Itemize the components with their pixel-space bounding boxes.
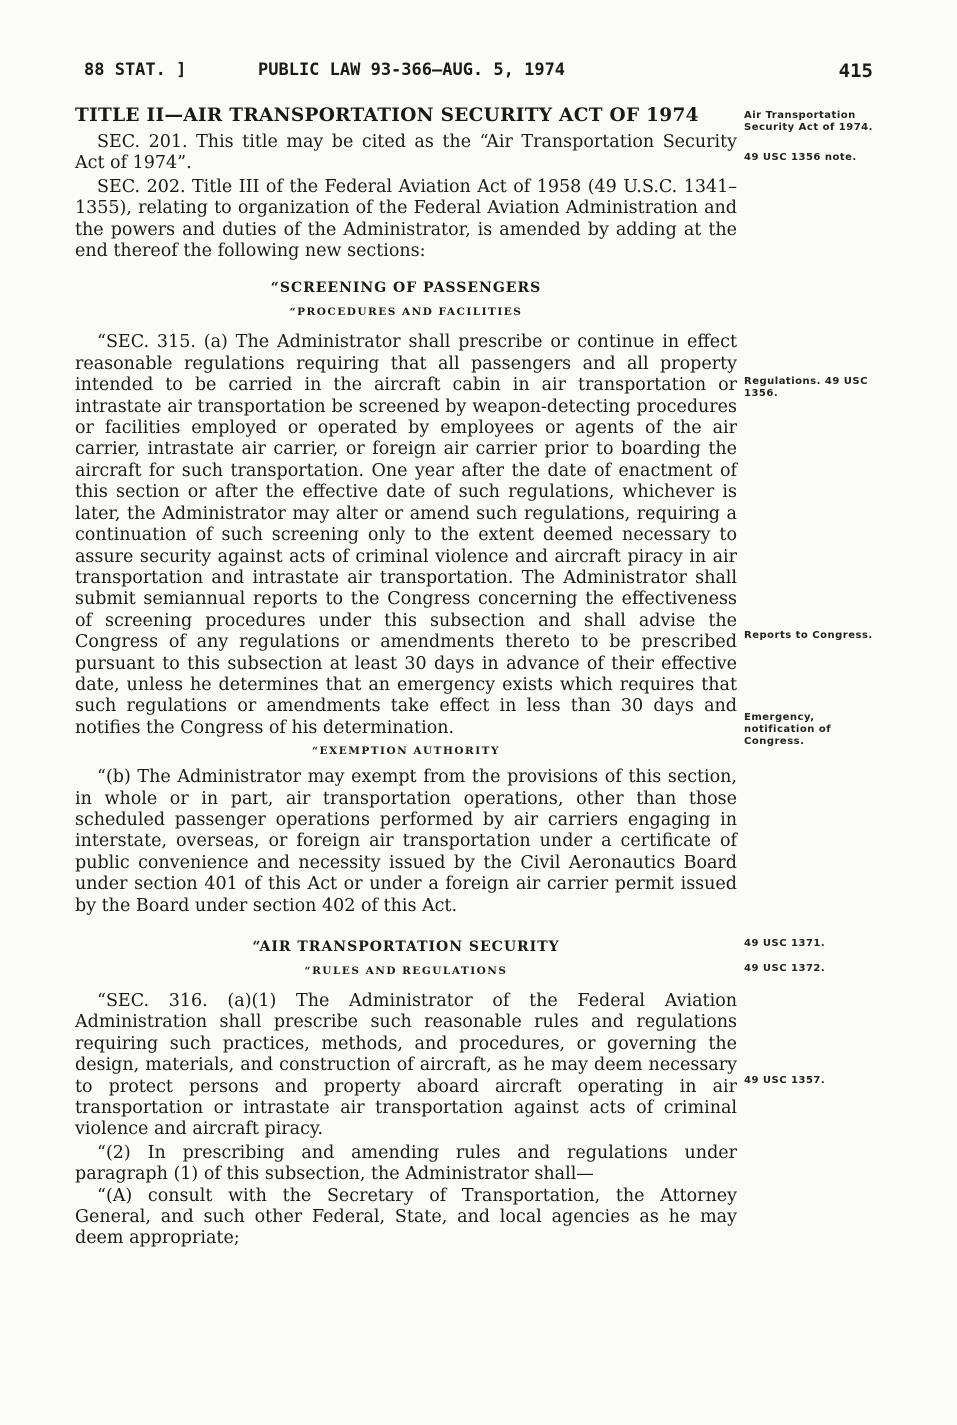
section-316-a2-A: “(A) consult with the Secretary of Transportation, the Attorney General, and such other Federal, State, and local agencies as he may deem appropriate;: [75, 1185, 737, 1249]
sidenote-usc-1357: 49 USC 1357.: [744, 1075, 826, 1086]
heading-exemption: “EXEMPTION AUTHORITY: [312, 745, 500, 758]
law-title: PUBLIC LAW 93-366–AUG. 5, 1974: [258, 60, 566, 80]
sidenote-usc-1372: 49 USC 1372.: [744, 963, 826, 974]
title-heading: TITLE II—AIR TRANSPORTATION SECURITY ACT OF 1974: [75, 105, 699, 126]
section-315-a: “SEC. 315. (a) The Administrator shall prescribe or continue in effect reasonable regulations requiring that all passengers and all property intended to be carried in the aircraft cabin in air transportation or intrastate air transportation be screened by weapon-detecting procedures or facilities employed or operated by employees or agents of the air carrier, intrastate air carrier, or foreign air carrier prior to boarding the aircraft for such transportation. One year after the date of enactment of this section or after the effective date of such regulations, whichever is later, the Administrator may alter or amend such regulations, requiring a continuation of such screening only to the extent deemed necessary to assure security against acts of criminal violence and aircraft piracy in air transportation and intrastate air transportation. The Administrator shall submit semiannual reports to the Congress concerning the effectiveness of screening procedures under this subsection and shall advise the Congress of any regulations or amendments thereto to be prescribed pursuant to this subsection at least 30 days in advance of their effective date, unless he determines that an emergency exists which requires that such regulations or amendments take effect in less than 30 days and notifies the Congress of his determination.: [75, 332, 737, 738]
page-header: [84, 60, 873, 90]
section-315-b: “(b) The Administrator may exempt from the provisions of this section, in whole or in part, air transportation operations, other than those scheduled passenger operations performed by air carriers engaging in interstate, overseas, or foreign air transportation under a certificate of public convenience and necessity issued by the Civil Aeronautics Board under section 401 of this Act or under a foreign air carrier permit issued by the Board under section 402 of this Act.: [75, 767, 737, 916]
heading-security: “AIR TRANSPORTATION SECURITY: [252, 939, 560, 955]
heading-procedures: “PROCEDURES AND FACILITIES: [289, 306, 523, 319]
sidenote-usc-1356-note: 49 USC 1356 note.: [744, 152, 857, 163]
heading-rules: “RULES AND REGULATIONS: [304, 965, 508, 977]
stat-reference: 88 STAT. ]: [84, 60, 187, 80]
sidenote-reports: Reports to Congress.: [744, 630, 873, 641]
section-202: SEC. 202. Title III of the Federal Aviation Act of 1958 (49 U.S.C. 1341–1355), relating to organization of the Federal Aviation Administration and the powers and duties of the Administrator, is amended by adding at the end thereof the following new sections:: [75, 176, 737, 262]
sidenote-emergency: Emergency, notification of Congress.: [744, 712, 832, 747]
sidenote-usc-1371: 49 USC 1371.: [744, 938, 826, 949]
section-201: SEC. 201. This title may be cited as the “Air Transportation Security Act of 1974”.: [75, 132, 737, 174]
sidenote-regulations: Regulations. 49 USC 1356.: [744, 376, 868, 399]
heading-screening: “SCREENING OF PASSENGERS: [270, 280, 542, 297]
section-316-a2: “(2) In prescribing and amending rules and regulations under paragraph (1) of this subsection, the Administrator shall—: [75, 1142, 737, 1185]
main-text: [75, 100, 737, 1250]
sidenote-act-name: Air Transportation Security Act of 1974.: [744, 110, 873, 133]
page-number: 415: [838, 60, 873, 82]
section-316-a1: “SEC. 316. (a)(1) The Administrator of the Federal Aviation Administration shall prescribe such reasonable rules and regulations requiring such practices, methods, and procedures, or governing the design, materials, and construction of aircraft, as he may deem necessary to protect persons and property aboard aircraft operating in air transportation or intrastate air transportation against acts of criminal violence and aircraft piracy.: [75, 991, 737, 1140]
